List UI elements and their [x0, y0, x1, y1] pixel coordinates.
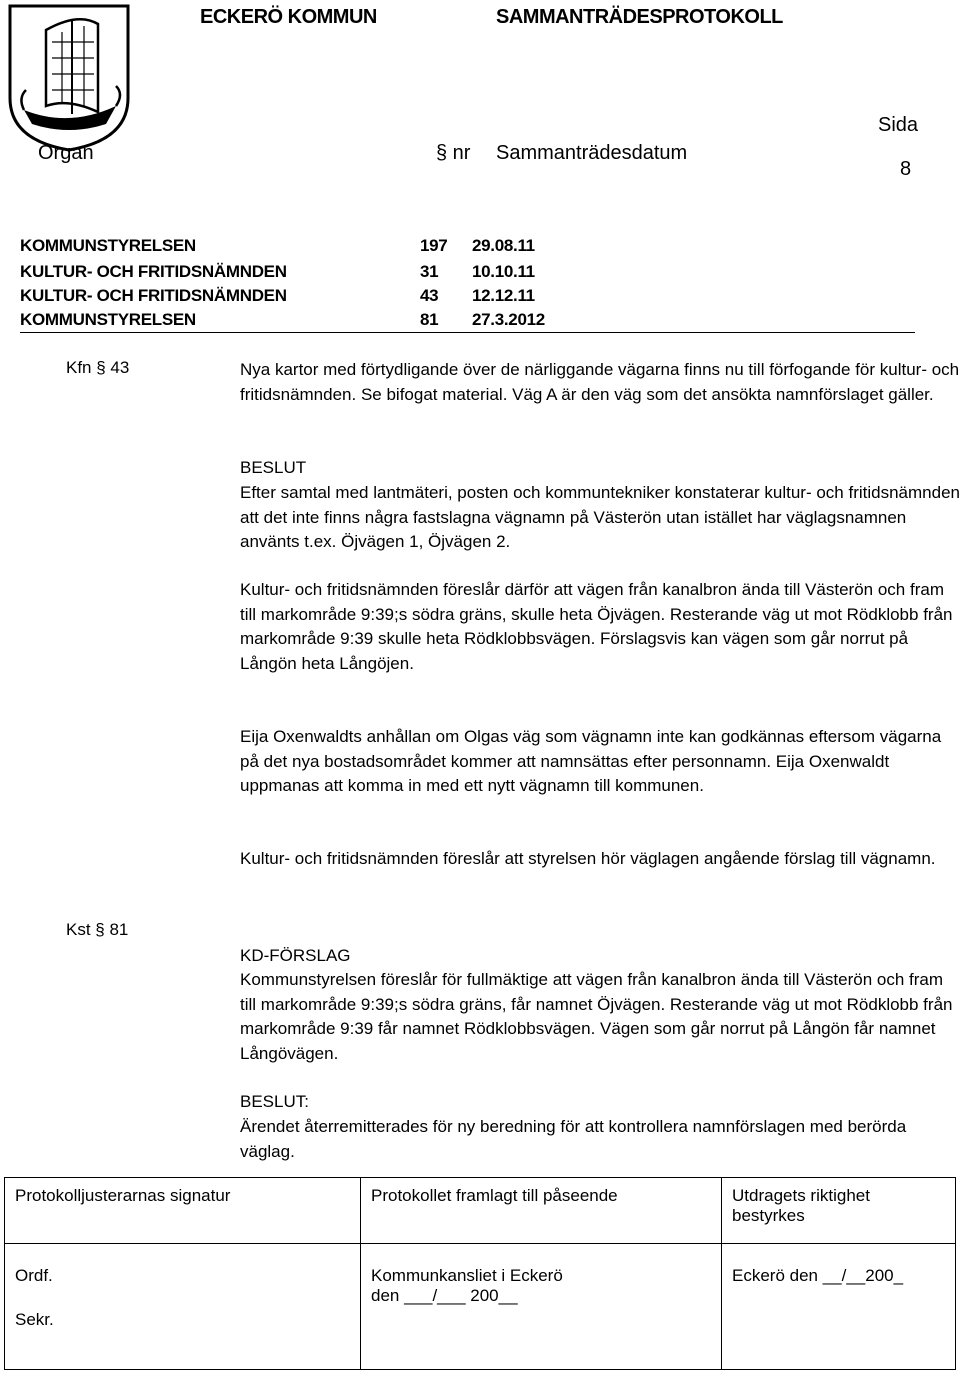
meeting-organ: KULTUR- OCH FRITIDSNÄMNDEN [20, 262, 287, 281]
meeting-organ: KOMMUNSTYRELSEN [20, 236, 196, 255]
municipality-name: ECKERÖ KOMMUN [200, 6, 377, 28]
meeting-nr: 43 [420, 286, 439, 305]
signature-cell [5, 1244, 361, 1370]
kfn-intro: Nya kartor med förtydligande över de närliggande vägarna finns nu till förfogande för kultur- och fritidsnämnden. Se bifogat material. Väg A är den väg som det ansökta namnförslaget gäller. [240, 360, 960, 404]
meeting-date: 29.08.11 [472, 236, 535, 255]
signature-header-cell [5, 1178, 361, 1244]
kansli-line: Kommunkansliet i Eckerö [371, 1266, 563, 1285]
beslut-text: Efter samtal med lantmäteri, posten och kommuntekniker konstaterar kultur- och fritidsnämnden att det inte finns några fastslagna vägnamn på Västerön utan istället har väglagsnamnen använts t.ex. Öjvägen 1, Öjvägen 2. [240, 483, 960, 551]
beslut-heading: BESLUT [240, 458, 307, 477]
beslut2-text: Ärendet återremitterades för ny beredning för att kontrollera namnförslagen med berörda väglag. [240, 1117, 907, 1161]
posting-header: Protokollet framlagt till påseende [371, 1186, 618, 1205]
kd-text: Kommunstyrelsen föreslår för fullmäktige att vägen från kanalbron ända till Västerön och fram till markområde 9:39;s södra gräns, får namnet Öjvägen. Resterande väg ut mot Rödklobb från markområde 9:39 får namnet Rödklobbsvägen. Vägen som går norrut på Långön får namnet Långövägen. [240, 970, 953, 1063]
municipality-logo [6, 2, 132, 152]
eija-text: Eija Oxenwaldts anhållan om Olgas väg som vägnamn inte kan godkännas eftersom vägarna på det nya bostadsområdet kommer att namnsättas efter personnamn. Eija Oxenwaldt uppmanas att komma in med ett nytt vägnamn till kommunen. [240, 727, 942, 795]
styrelsen-text: Kultur- och fritidsnämnden föreslår att styrelsen hör väglagen angående förslag till vägnamn. [240, 849, 936, 868]
beslut2-heading: BESLUT: [240, 1092, 309, 1111]
meeting-nr: 197 [420, 236, 448, 255]
meeting-date: 10.10.11 [472, 262, 535, 281]
signature-table [4, 1177, 956, 1370]
meeting-date: 27.3.2012 [472, 310, 545, 329]
kfn-reference: Kfn § 43 [66, 358, 130, 377]
certify-header-cell [722, 1178, 956, 1244]
meeting-row [20, 236, 535, 256]
meeting-row [20, 310, 545, 330]
kst-reference: Kst § 81 [66, 920, 129, 939]
date-label: Sammanträdesdatum [496, 142, 688, 164]
nr-label: § nr [436, 142, 471, 164]
posting-date-line: den ___/___ 200__ [371, 1286, 518, 1305]
kd-heading: KD-FÖRSLAG [240, 946, 351, 965]
meeting-nr: 81 [420, 310, 439, 329]
page-label: Sida [878, 114, 919, 136]
posting-header-cell [361, 1178, 722, 1244]
certify-date-line: Eckerö den __/__200_ [732, 1266, 904, 1285]
certify-header: Utdragets riktighet bestyrkes [732, 1186, 870, 1225]
document-type: SAMMANTRÄDESPROTOKOLL [496, 6, 783, 28]
ordf-label: Ordf. [15, 1266, 53, 1285]
page-number: 8 [900, 158, 912, 180]
meeting-row [20, 262, 535, 282]
certify-cell [722, 1244, 956, 1370]
sekr-label: Sekr. [15, 1310, 54, 1329]
posting-cell [361, 1244, 722, 1370]
meeting-organ: KOMMUNSTYRELSEN [20, 310, 196, 329]
organ-label: Organ [38, 142, 94, 164]
meeting-nr: 31 [420, 262, 439, 281]
meeting-organ: KULTUR- OCH FRITIDSNÄMNDEN [20, 286, 287, 305]
meeting-row [20, 286, 535, 306]
proposal-text: Kultur- och fritidsnämnden föreslår därför att vägen från kanalbron ända till Västerön och fram till markområde 9:39;s södra gräns, skulle heta Öjvägen. Resterande väg ut mot Rödklobb från markområde 9:39 skulle heta Rödklobbsvägen. Förslagsvis kan vägen som går norrut på Långön heta Långöjen. [240, 580, 953, 673]
meeting-date: 12.12.11 [472, 286, 535, 305]
signature-header: Protokolljusterarnas signatur [15, 1186, 231, 1205]
header-divider [20, 332, 915, 333]
